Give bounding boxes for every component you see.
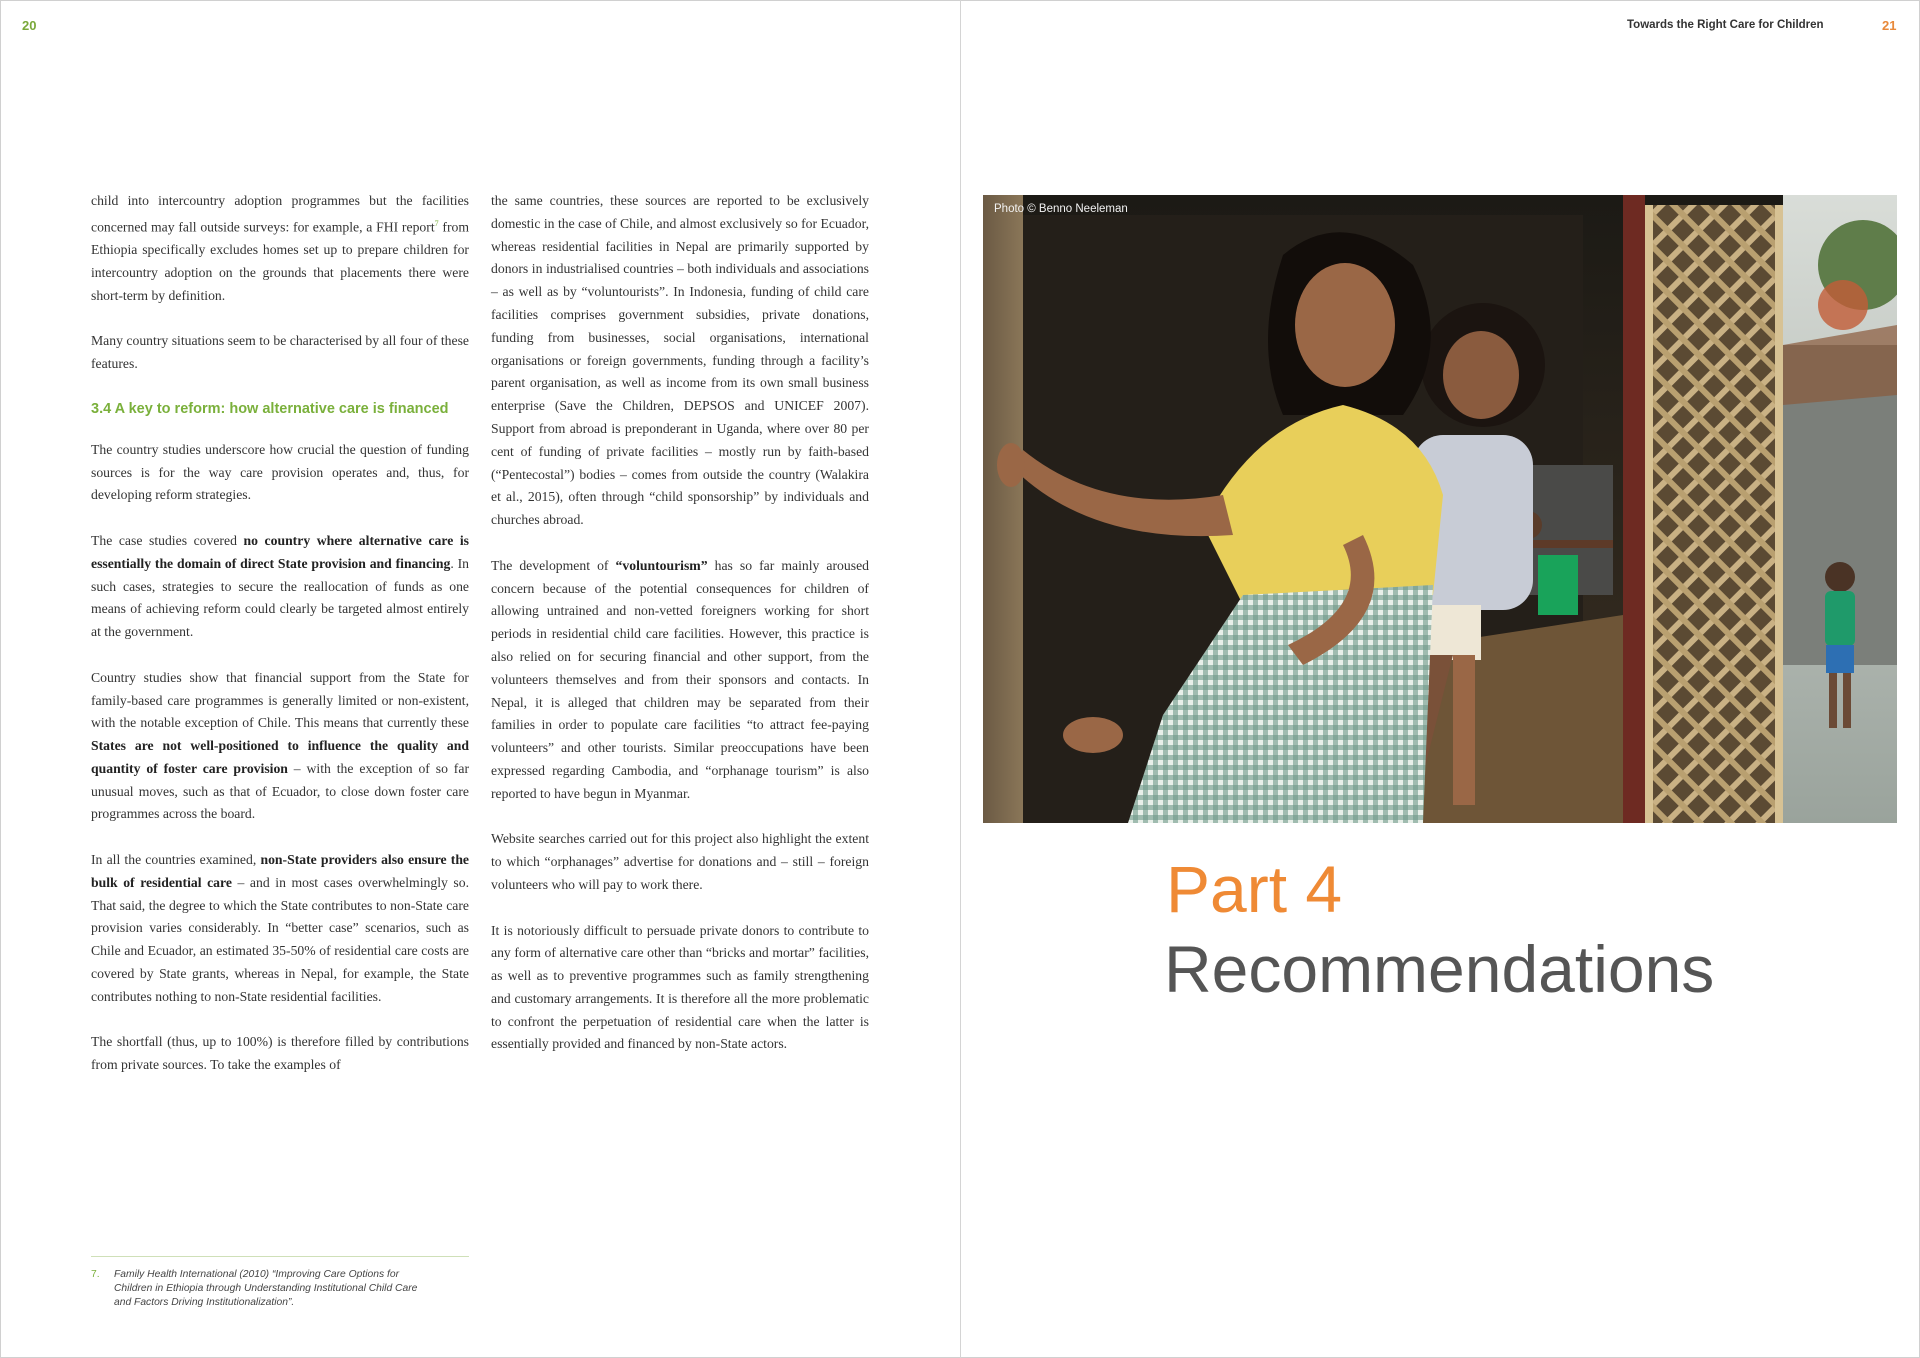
paragraph: The development of “voluntourism” has so far mainly aroused concern because of the potential consequences for children of allowing untrained and non-vetted foreigners working for short periods in residential child care facilities. However, this practice is also relied on for securing financial and other support, from the volunteers themselves and from their sponsors and contacts. In Nepal, it is alleged that children may be separated from their families in order to populate care facilities “to attract fee-paying volunteers” and other tourists. Similar preoccupations have been expressed regarding Cambodia, and “orphanage tourism” is also reported to have begun in Myanmar. bbox=[491, 557, 869, 801]
paragraph: The shortfall (thus, up to 100%) is therefore filled by contributions from private sources. To take the examples of bbox=[91, 1034, 469, 1073]
photo-illustration bbox=[983, 195, 1897, 823]
page-gutter bbox=[960, 0, 961, 1358]
cover-photo bbox=[983, 195, 1897, 823]
running-title: Towards the Right Care for Children bbox=[1627, 19, 1824, 31]
paragraph: It is notoriously difficult to persuade private donors to contribute to any form of alternative care other than “bricks and mortar” facilities, as well as to preventive programmes such as family strengthening and customary arrangements. It is therefore all the more problematic to confront the perpetuation of residential care when the latter is essentially provided and financed by non-State actors. bbox=[491, 922, 869, 1052]
paragraph: child into intercountry adoption programmes but the facilities concerned may fall outside surveys: for example, a FHI report$^7$ from Ethiopia specifically excludes homes set up to prepare children for intercountry adoption on the grounds that placements there were short-term by definition. bbox=[91, 193, 469, 303]
section-title: Recommendations bbox=[1164, 932, 1715, 1006]
footnote-divider bbox=[91, 1256, 469, 1257]
footnote-ref[interactable]: 7 bbox=[434, 218, 439, 228]
part-number: Part 4 bbox=[1166, 852, 1343, 926]
paragraph: Many country situations seem to be characterised by all four of these features. bbox=[91, 333, 469, 372]
paragraph: the same countries, these sources are reported to be exclusively domestic in the case of Chile, and almost exclusively so for Ecuador, whereas residential facilities in Nepal are primarily supported by donors in industrialised countries – both individuals and associations – as well as by “voluntourists”. In Indonesia, funding of child care facilities comprises government subsidies, private donations, funding from businesses, social organisations, international organisations or foreign governments, funding through a facility’s parent organisation, as well as income from its own small business enterprise (Save the Children, DEPSOS and UNICEF 2007). Support from abroad is preponderant in Uganda, where over 80 per cent of funding of private facilities – mostly run by faith-based (“Pentecostal”) bodies – comes from outside the country (Walakira et al., 2015), often through “child sponsorship” by individuals and churches abroad. bbox=[491, 193, 869, 528]
middle-text-column bbox=[491, 190, 869, 1079]
footnote-text: Family Health International (2010) “Improving Care Options for Children in Ethiopia through Understanding Institutional Child Care and Factors Driving Institutionalization”. bbox=[114, 1269, 418, 1308]
photo-credit: Photo © Benno Neeleman bbox=[994, 203, 1128, 215]
section-heading: 3.4 A key to reform: how alternative care is financed bbox=[91, 400, 449, 417]
paragraph: Country studies show that financial support from the State for family-based care programmes is generally limited or non-existent, with the notable exception of Chile. This means that currently these States are not well-positioned to influence the quality and quantity of foster care provision – with the exception of so far unusual moves, such as that of Ecuador, to close down foster care programmes across the board. bbox=[91, 669, 469, 822]
right-page-number: 21 bbox=[1882, 18, 1897, 33]
paragraph: Website searches carried out for this project also highlight the extent to which “orphanages” advertise for donations and – still – foreign volunteers who will pay to work there. bbox=[491, 831, 869, 892]
paragraph: The country studies underscore how crucial the question of funding sources is for the way care provision operates and, thus, for developing reform strategies. bbox=[91, 441, 469, 503]
footnote bbox=[91, 1268, 431, 1310]
footnote-number: 7. bbox=[91, 1269, 100, 1280]
left-text-column bbox=[91, 190, 469, 1100]
left-page-number: 20 bbox=[22, 18, 37, 33]
paragraph: In all the countries examined, non-State providers also ensure the bulk of residential care – and in most cases overwhelmingly so. That said, the degree to which the State contributes to non-State care provision varies considerably. In “better case” scenarios, such as Chile and Ecuador, an estimated 35-50% of residential care costs are covered by State grants, whereas in Nepal, for example, the State contributes nothing to non-State residential facilities. bbox=[91, 852, 470, 1004]
paragraph: The case studies covered no country where alternative care is essentially the domain of direct State provision and financing. In such cases, strategies to secure the reallocation of funds as one means of achieving reform could clearly be targeted almost entirely at the government. bbox=[91, 532, 470, 640]
